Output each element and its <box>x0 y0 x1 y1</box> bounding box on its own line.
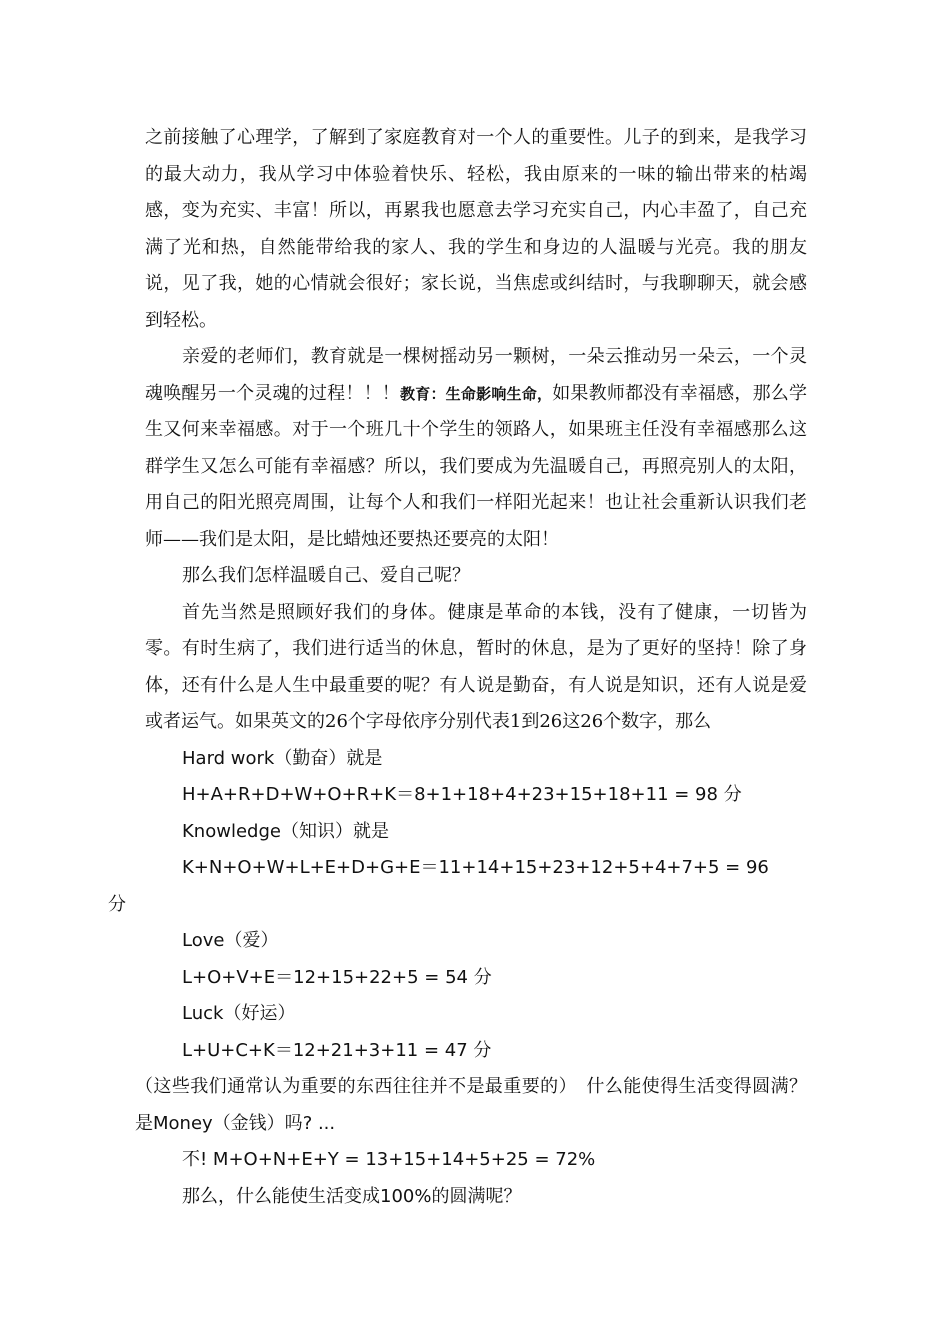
love-label-en: Love <box>182 930 225 951</box>
hardwork-equation-unit: 分 <box>723 784 742 805</box>
hardwork-equation <box>145 777 807 814</box>
hardwork-label-cn: （勤奋）就是 <box>274 747 383 769</box>
closing-question-text-c: ? ... <box>302 1112 336 1134</box>
luck-label-cn: （好运） <box>223 1003 296 1024</box>
closing-question-text-b: （金钱）吗 <box>212 1112 303 1134</box>
money-equation: 不! M+O+N+E+Y = 13+15+14+5+25 = 72% <box>182 1149 596 1170</box>
paragraph-intro: 之前接触了心理学，了解到了家庭教育对一个人的重要性。儿子的到来，是我学习的最大动力，我从学习中体验着快乐、轻松，我由原来的一味的输出带来的枯竭感，变为充实、丰富！所以，再累我也愿意去学习充实自己，内心丰盈了，自己充满了光和热，自然能带给我的家人、我的学生和身边的人温暖与光亮。我的朋友说，见了我，她的心情就会很好；家长说，当焦虑或纠结时，与我聊聊天，就会感到轻松。 <box>145 127 807 331</box>
paragraph-teachers <box>145 339 807 558</box>
document-page <box>108 120 825 1215</box>
final-question-text-b: 的圆满呢？ <box>431 1185 522 1207</box>
knowledge-equation <box>108 850 807 923</box>
knowledge-label <box>145 814 807 851</box>
love-equation-expr: L+O+V+E＝12+15+22+5 = 54 <box>182 966 468 988</box>
paragraph-teachers-text-a: 亲爱的老师们，教育就是一棵树摇动另一颗树，一朵云推动另一朵云，一个灵魂唤醒另一个灵魂的过程！！！ <box>145 346 807 404</box>
love-label-cn: （爱） <box>224 930 279 951</box>
paragraph-question: 那么我们怎样温暖自己、爱自己呢？ <box>182 565 470 586</box>
knowledge-label-cn: （知识）就是 <box>280 820 389 842</box>
final-question-percent: 100% <box>380 1185 432 1207</box>
hardwork-label <box>145 741 807 778</box>
hardwork-label-en: Hard work <box>182 747 275 769</box>
paragraph-health: 首先当然是照顾好我们的身体。健康是革命的本钱，没有了健康，一切皆为零。有时生病了，我们进行适当的休息，暂时的休息，是为了更好的坚持！除了身体，还有什么是人生中最重要的呢？有人说是勤奋，有人说是知识，还有人说是爱或者运气。如果英文的26个字母依序分别代表1到26这26个数字，那么 <box>145 601 807 732</box>
paragraph-teachers-bold: 教育：生命影响生命， <box>400 384 553 403</box>
luck-label-en: Luck <box>182 1003 224 1024</box>
love-equation <box>145 960 807 997</box>
love-equation-unit: 分 <box>473 966 492 988</box>
closing-money-word: Money <box>153 1112 213 1134</box>
love-label <box>145 923 807 960</box>
final-question-text-a: 那么，什么能使生活变成 <box>182 1185 380 1207</box>
luck-equation <box>145 1033 807 1070</box>
knowledge-equation-unit: 分 <box>108 893 126 915</box>
knowledge-label-en: Knowledge <box>182 820 281 842</box>
closing-question-text-a: （这些我们通常认为重要的东西往往并不是最重要的） 什么能使得生活变得圆满？ 是 <box>135 1076 825 1134</box>
luck-equation-expr: L+U+C+K＝12+21+3+11 = 47 <box>182 1039 468 1061</box>
closing-question <box>135 1069 825 1142</box>
luck-label <box>145 996 807 1033</box>
final-question <box>145 1179 807 1216</box>
knowledge-equation-expr: K+N+O+W+L+E+D+G+E＝11+14+15+23+12+5+4+7+5 = 96 <box>182 857 769 878</box>
luck-equation-unit: 分 <box>473 1039 492 1061</box>
hardwork-equation-expr: H+A+R+D+W+O+R+K＝8+1+18+4+23+15+18+11 = 98 <box>182 784 718 805</box>
paragraph-teachers-text-b: 如果教师都没有幸福感，那么学生又何来幸福感。对于一个班几十个学生的领路人，如果班主任没有幸福感那么这群学生又怎么可能有幸福感？所以，我们要成为先温暖自己，再照亮别人的太阳，用自己的阳光照亮周围，让每个人和我们一样阳光起来！也让社会重新认识我们老师——我们是太阳，是比蜡烛还要热还要亮的太阳！ <box>145 382 808 550</box>
